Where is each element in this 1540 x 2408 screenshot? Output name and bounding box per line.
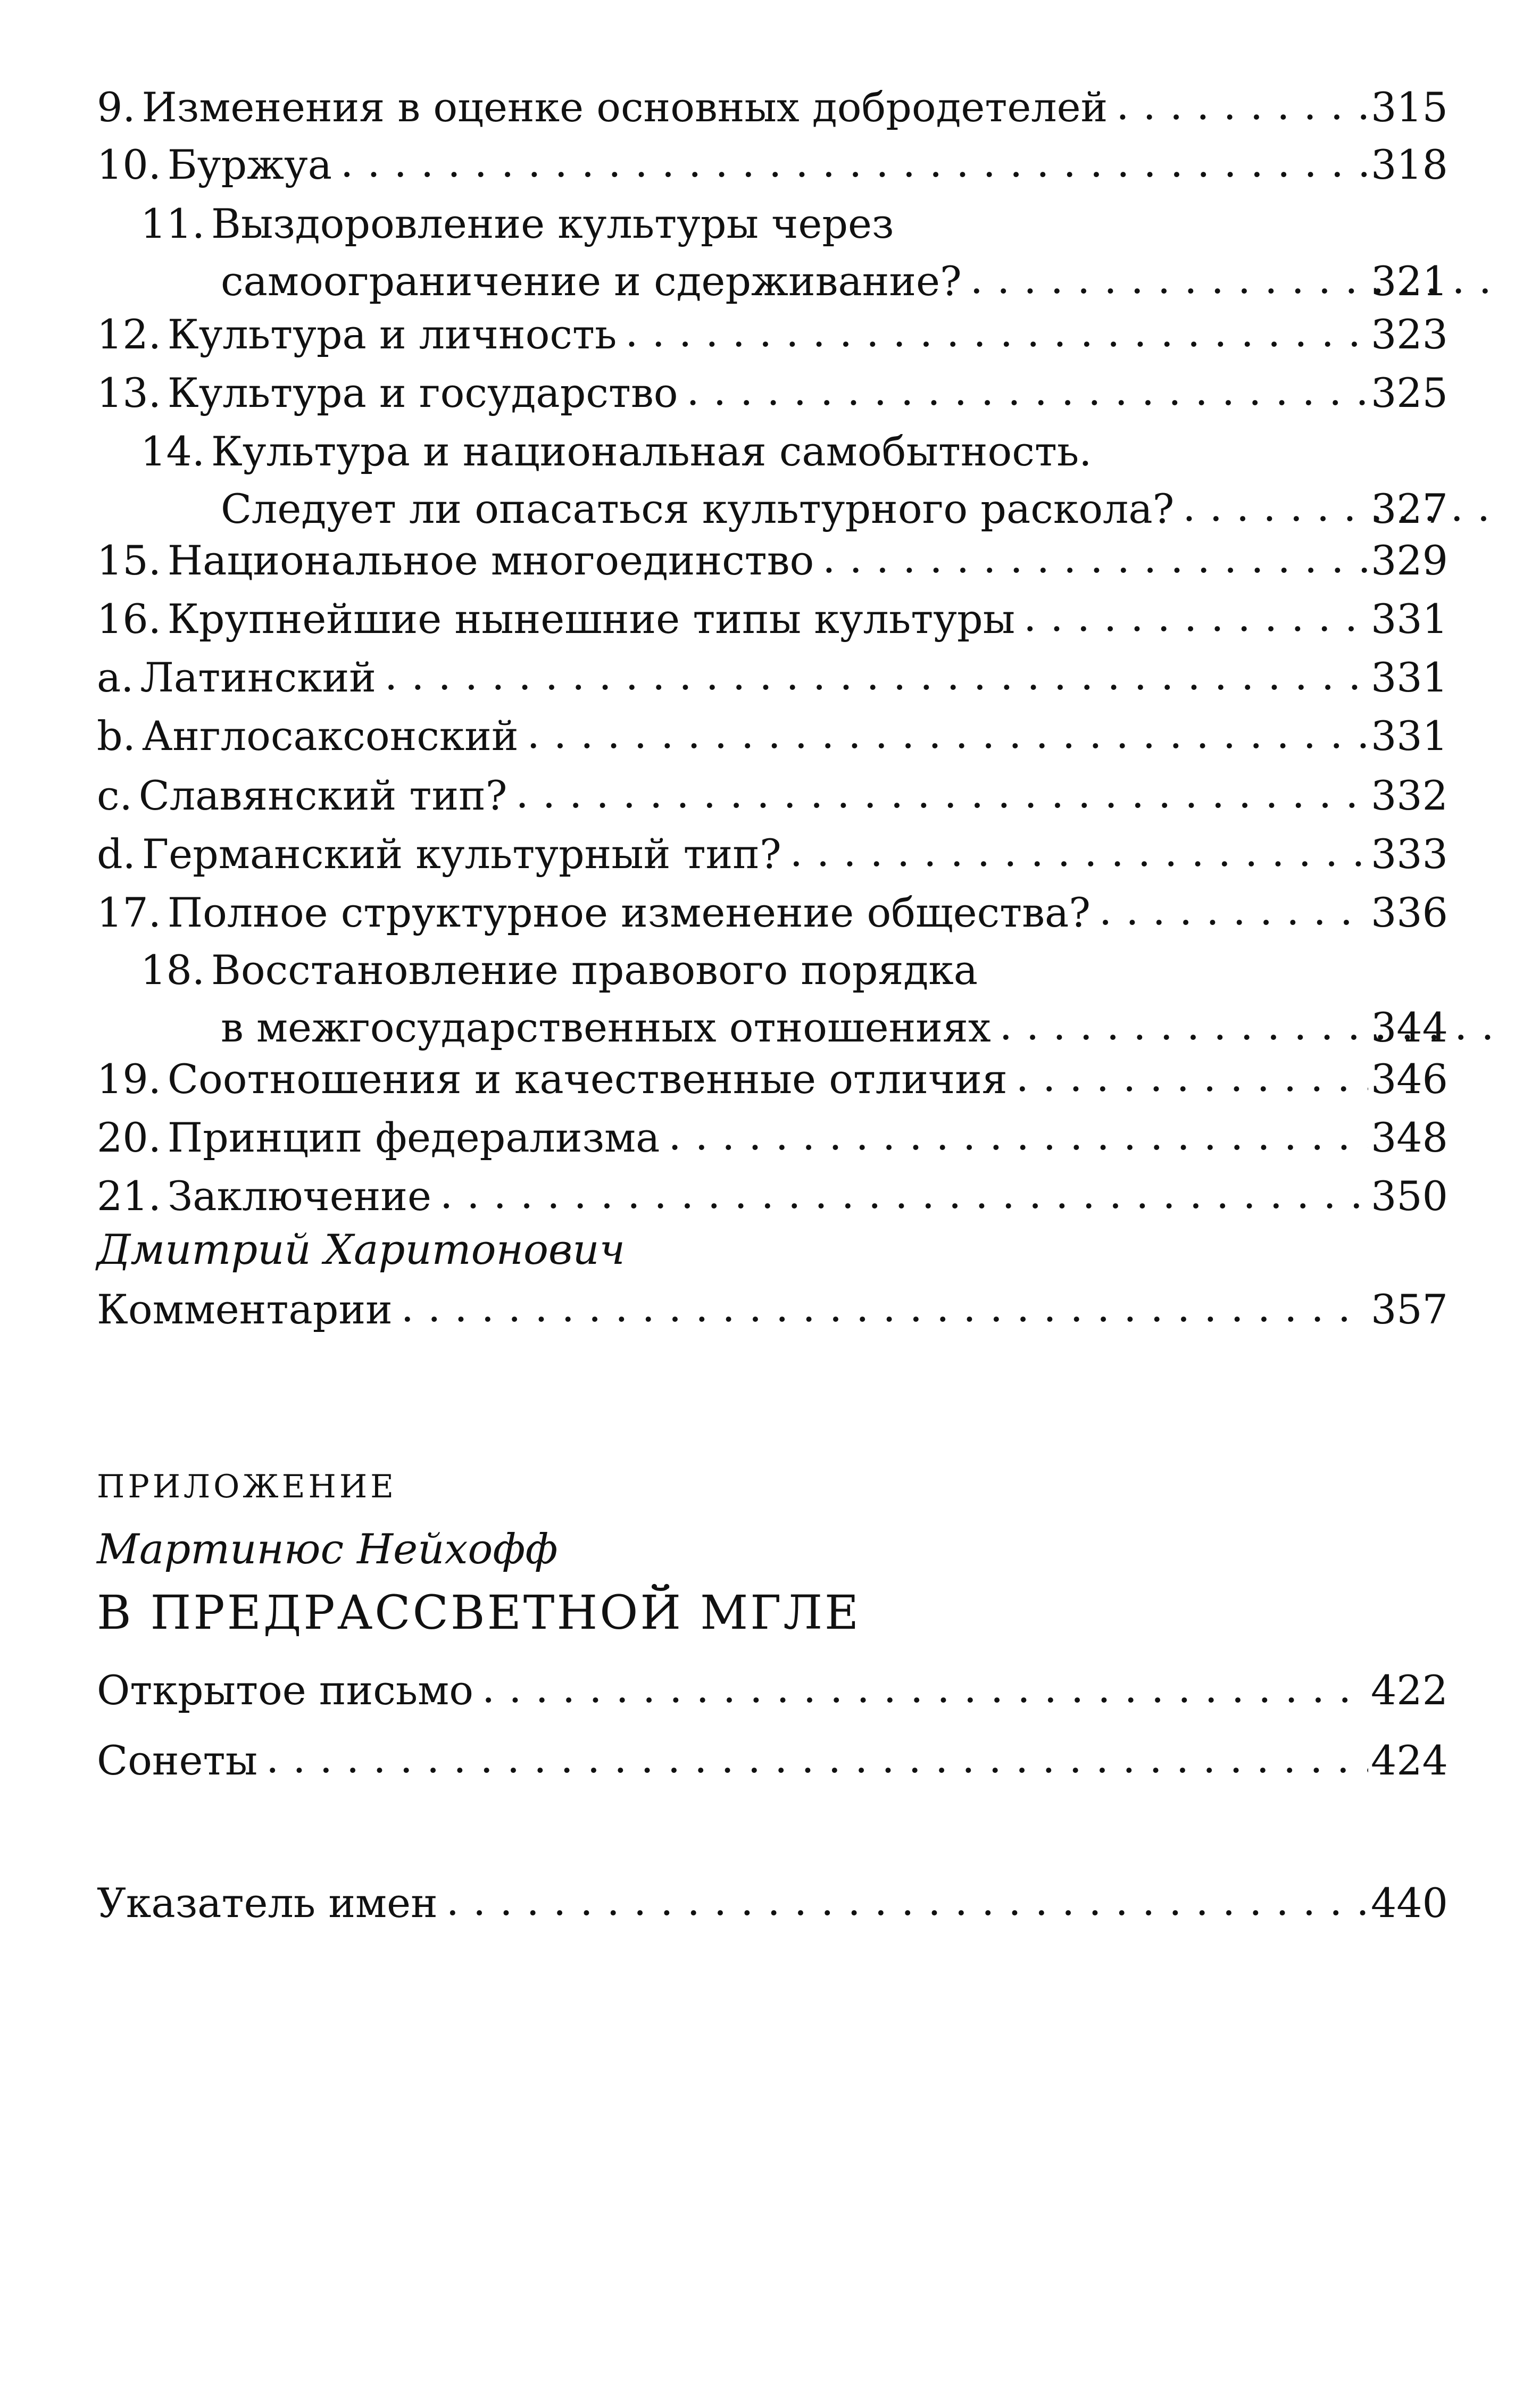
toc-entry-title: Латинский — [140, 654, 376, 701]
toc-entry-number: 15. — [97, 537, 161, 584]
toc-entry-number: 19. — [97, 1055, 161, 1103]
leader-dots — [482, 1660, 1368, 1717]
toc-entry[interactable] — [97, 532, 1448, 589]
leader-dots — [401, 1279, 1368, 1336]
toc-entry[interactable] — [97, 364, 1448, 422]
toc-entry-page: 350 — [1370, 1172, 1448, 1220]
toc-entry-title: Крупнейшие нынешние типы культуры — [167, 595, 1015, 643]
leader-dots — [822, 530, 1368, 587]
toc-entry-number: c. — [97, 772, 132, 819]
toc-subentry[interactable] — [97, 826, 1448, 883]
leader-dots — [1116, 77, 1368, 134]
toc-entry[interactable] — [97, 1051, 1448, 1108]
toc-subentry[interactable] — [97, 707, 1448, 765]
toc-entry-page: 327 — [1370, 485, 1448, 532]
toc-entry-title: Англосаксонский — [141, 712, 519, 760]
leader-dots — [516, 765, 1369, 822]
toc-entry-title: Открытое письмо — [97, 1667, 474, 1714]
toc-entry-page: 329 — [1370, 537, 1448, 584]
toc-entry[interactable] — [97, 1168, 1448, 1225]
toc-entry-appendix[interactable] — [97, 1732, 1448, 1789]
toc-entry-number: 10. — [97, 141, 161, 188]
toc-entry-page: 315 — [1370, 84, 1448, 131]
toc-entry-commentary[interactable] — [97, 1281, 1448, 1338]
leader-dots — [1099, 882, 1368, 939]
toc-entry-index[interactable] — [97, 1874, 1448, 1932]
toc-entry-page: 325 — [1370, 369, 1448, 416]
toc-entry-number: d. — [97, 830, 136, 878]
appendix-author: Мартинюс Нейхофф — [97, 1526, 558, 1573]
toc-entry-page: 336 — [1370, 889, 1448, 936]
toc-subentry[interactable] — [97, 649, 1448, 706]
toc-entry-title: Выздоровление культуры через — [211, 200, 894, 247]
toc-entry-page: 323 — [1370, 311, 1448, 358]
toc-entry-page: 344 — [1370, 1004, 1448, 1051]
toc-entry-page: 440 — [1370, 1879, 1448, 1927]
leader-dots — [790, 823, 1368, 881]
leader-dots — [625, 304, 1368, 361]
leader-dots — [687, 362, 1368, 420]
toc-entry-page: 332 — [1370, 772, 1448, 819]
toc-entry-page: 331 — [1370, 654, 1448, 701]
toc-entry-number: 16. — [97, 595, 161, 643]
toc-entry-title: Германский культурный тип? — [141, 830, 781, 878]
leader-dots — [668, 1107, 1368, 1164]
leader-dots — [527, 705, 1368, 763]
toc-entry[interactable] — [97, 195, 1448, 310]
toc-entry-number: b. — [97, 712, 136, 760]
toc-entry-page: 321 — [1370, 257, 1448, 305]
toc-entry-title: Славянский тип? — [138, 772, 507, 819]
toc-entry-page: 422 — [1370, 1667, 1448, 1714]
toc-entry-title: Указатель имен — [97, 1879, 438, 1927]
toc-entry-title: Изменения в оценке основных добродетелей — [141, 84, 1108, 131]
leader-dots — [446, 1872, 1368, 1930]
toc-entry-number: 11. — [140, 200, 205, 247]
commentary-author: Дмитрий Харитонович — [97, 1226, 626, 1274]
leader-dots — [1016, 1048, 1368, 1106]
toc-entry-number: 18. — [140, 946, 205, 994]
toc-entry-number: 9. — [97, 84, 136, 131]
toc-entry-number: a. — [97, 654, 134, 701]
toc-entry-page: 318 — [1370, 141, 1448, 188]
toc-entry-number: 21. — [97, 1172, 161, 1220]
toc-entry-page: 333 — [1370, 830, 1448, 878]
toc-entry[interactable] — [97, 941, 1448, 1056]
toc-entry-number: 17. — [97, 889, 161, 936]
toc-entry-appendix[interactable] — [97, 1662, 1448, 1719]
toc-entry-title: Заключение — [167, 1172, 431, 1220]
toc-entry-title: Соотношения и качественные отличия — [167, 1055, 1008, 1103]
toc-entry-title: Полное структурное изменение общества? — [167, 889, 1091, 936]
toc-entry-page: 424 — [1370, 1737, 1448, 1784]
toc-entry-number: 20. — [97, 1114, 161, 1161]
toc-entry-page: 331 — [1370, 712, 1448, 760]
toc-entry-title: Комментарии — [97, 1286, 393, 1333]
toc-entry-title-continued: самоограничение и сдерживание? — [221, 257, 962, 305]
leader-dots — [266, 1730, 1368, 1787]
toc-entry[interactable] — [97, 590, 1448, 648]
toc-entry-title: Национальное многоединство — [167, 537, 814, 584]
toc-entry[interactable] — [97, 306, 1448, 363]
toc-entry[interactable] — [97, 884, 1448, 941]
toc-entry-page: 346 — [1370, 1055, 1448, 1103]
toc-entry-number: 12. — [97, 311, 161, 358]
toc-entry[interactable] — [97, 423, 1448, 538]
toc-entry[interactable] — [97, 1109, 1448, 1166]
leader-dots — [340, 134, 1368, 191]
toc-entry-page: 331 — [1370, 595, 1448, 643]
toc-entry[interactable] — [97, 79, 1448, 136]
toc-subentry[interactable] — [97, 767, 1448, 824]
toc-entry-title-continued: в межгосударственных отношениях — [221, 1004, 991, 1051]
toc-entry-title: Культура и государство — [167, 369, 678, 416]
appendix-label: ПРИЛОЖЕНИЕ — [97, 1468, 397, 1505]
toc-entry-title: Культура и национальная самобытность. — [211, 428, 1092, 475]
toc-entry-title: Восстановление правового порядка — [211, 946, 978, 994]
appendix-title: В ПРЕДРАССВЕТНОЙ МГЛЕ — [97, 1585, 861, 1640]
toc-entry-title-continued: Следует ли опасаться культурного раскола? — [221, 485, 1175, 532]
toc-entry-number: 14. — [140, 428, 205, 475]
toc-entry[interactable] — [97, 136, 1448, 194]
toc-entry-number: 13. — [97, 369, 161, 416]
toc-entry-title: Сонеты — [97, 1737, 258, 1784]
leader-dots — [1023, 588, 1368, 646]
leader-dots — [440, 1165, 1368, 1223]
leader-dots — [385, 647, 1368, 704]
toc-entry-title: Буржуа — [167, 141, 332, 188]
toc-entry-title: Принцип федерализма — [167, 1114, 660, 1161]
toc-entry-page: 357 — [1370, 1286, 1448, 1333]
toc-entry-page: 348 — [1370, 1114, 1448, 1161]
toc-entry-title: Культура и личность — [167, 311, 617, 358]
